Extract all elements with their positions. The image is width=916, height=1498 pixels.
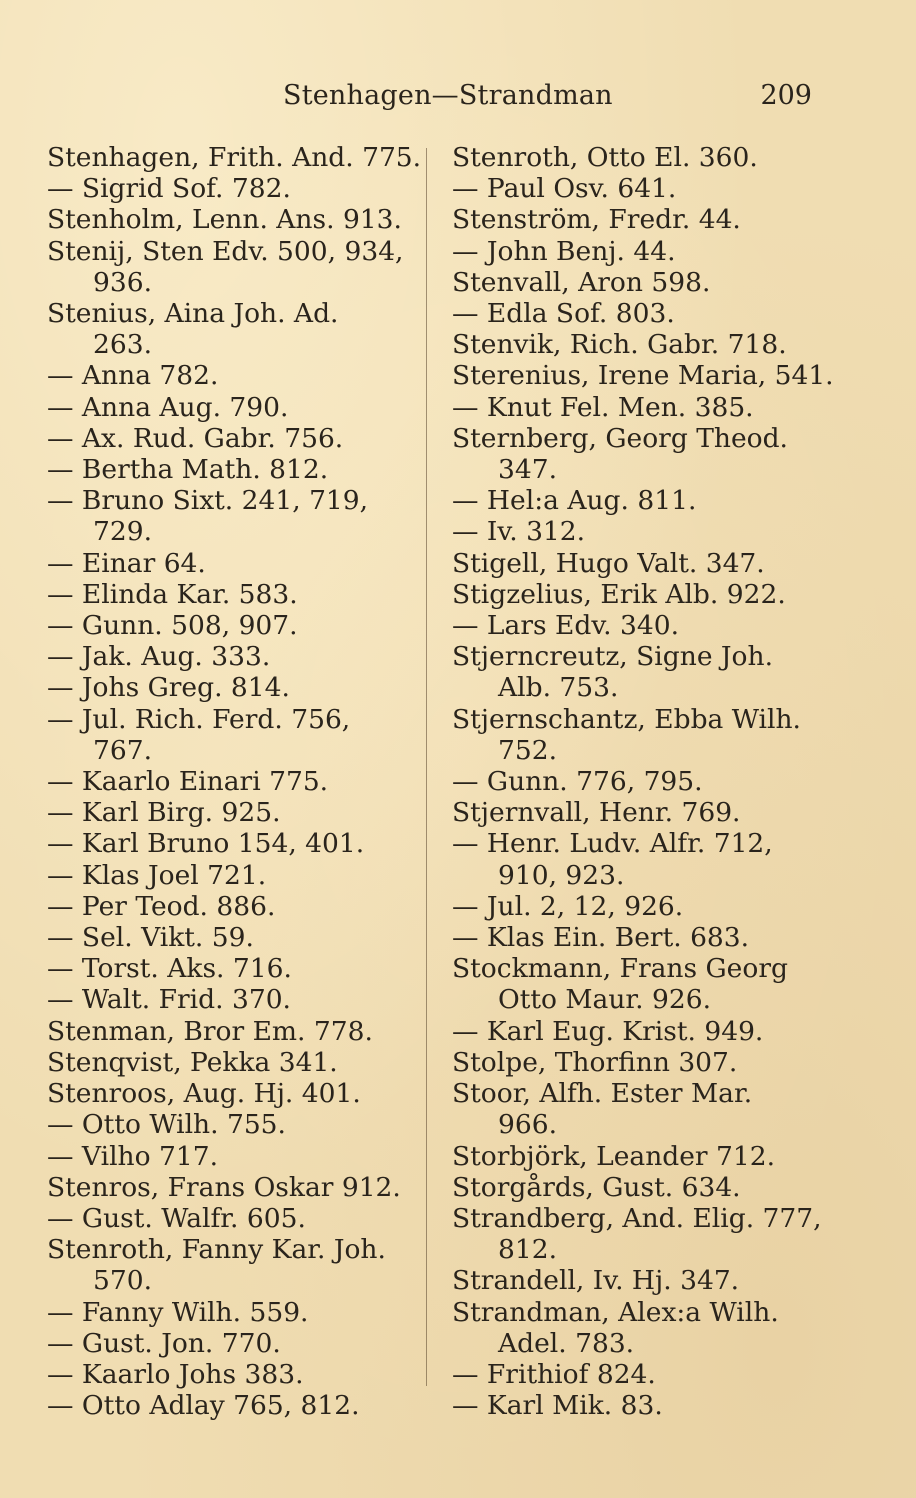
index-entry [452, 1016, 814, 1047]
index-entry [452, 267, 814, 298]
index-entry [47, 1109, 405, 1140]
index-entry-line: — Gust. Walfr. 605. [47, 1202, 306, 1234]
index-entry [47, 922, 405, 953]
running-header [0, 80, 916, 120]
index-entry [47, 485, 405, 547]
index-entry-line: — Frithiof 824. [452, 1358, 656, 1390]
index-entry-line: Stjernschantz, Ebba Wilh. [452, 703, 801, 735]
index-entry-line: Stjernvall, Henr. 769. [452, 797, 741, 829]
index-entry [47, 1234, 405, 1296]
index-entry [452, 548, 814, 579]
index-entry [452, 423, 814, 485]
index-entry [452, 1359, 814, 1390]
index-entry-line: — Ax. Rud. Gabr. 756. [47, 422, 344, 454]
index-entry-line: Stjerncreutz, Signe Joh. [452, 641, 773, 673]
index-entry [47, 953, 405, 984]
index-entry-line: Sterenius, Irene Maria, 541. [452, 360, 834, 392]
index-entry-line: — Sigrid Sof. 782. [47, 173, 291, 205]
right-column [452, 142, 834, 1422]
index-entry-line: — Lars Edv. 340. [452, 610, 679, 642]
index-entry-line: — Karl Eug. Krist. 949. [452, 1015, 764, 1047]
index-entry-line: — Klas Ein. Bert. 683. [452, 922, 750, 954]
index-entry [452, 329, 814, 360]
index-entry-line: Stenij, Sten Edv. 500, 934, [47, 235, 404, 267]
index-entry [47, 142, 422, 173]
index-entry [47, 1016, 405, 1047]
index-entry-line: — Anna 782. [47, 360, 219, 392]
index-entry [452, 1390, 814, 1421]
index-entry-line: Stenhagen, Frith. And. 775. [47, 142, 422, 173]
index-entry [47, 704, 405, 766]
index-entry [47, 1141, 405, 1172]
index-entry-line: — Kaarlo Johs 383. [47, 1358, 304, 1390]
index-entry-line: — Torst. Aks. 716. [47, 953, 292, 985]
index-entry-line: — Sel. Vikt. 59. [47, 922, 254, 954]
index-entry-line: — Iv. 312. [452, 516, 586, 548]
index-entry-line: Strandell, Iv. Hj. 347. [452, 1265, 740, 1297]
index-entry-line: Stigzelius, Erik Alb. 922. [452, 578, 786, 610]
index-entry [47, 360, 405, 391]
index-entry [47, 579, 405, 610]
index-entry-line: — Karl Birg. 925. [47, 797, 281, 829]
index-entry-line: Strandman, Alex:a Wilh. [452, 1296, 779, 1328]
index-entry-line: — Vilho 717. [47, 1140, 218, 1172]
index-entry [47, 204, 405, 235]
index-entry-line: Storgårds, Gust. 634. [452, 1171, 741, 1203]
index-entry-line: — Elinda Kar. 583. [47, 578, 298, 610]
index-entry [452, 516, 814, 547]
index-entry-line: Stenroth, Fanny Kar. Joh. [47, 1234, 386, 1266]
index-entry [47, 236, 405, 298]
index-entry-continuation: 752. [498, 734, 558, 766]
index-entry [47, 1078, 405, 1109]
index-entry-line: Sternberg, Georg Theod. [452, 422, 788, 454]
index-entry-line: Stenholm, Lenn. Ans. 913. [47, 204, 402, 236]
index-entry [47, 454, 405, 485]
index-entry [452, 579, 814, 610]
index-entry [47, 672, 405, 703]
index-entry-continuation: 570. [93, 1265, 153, 1297]
index-entry [47, 891, 405, 922]
index-entry [47, 1172, 405, 1203]
index-entry [452, 360, 834, 392]
index-entry-line: Stolpe, Thorfinn 307. [452, 1046, 738, 1078]
index-entry-line: — Johs Greg. 814. [47, 672, 290, 704]
index-entry-line: — Henr. Ludv. Alfr. 712, [452, 828, 773, 860]
index-entry [47, 828, 405, 859]
index-entry-line: — Karl Mik. 83. [452, 1390, 663, 1422]
index-entry [452, 922, 814, 953]
index-entry [452, 610, 814, 641]
index-entry [47, 298, 405, 360]
index-entry [47, 766, 405, 797]
index-entry-continuation: 729. [93, 516, 153, 548]
index-entry [47, 1203, 405, 1234]
index-entry-line: — Hel:a Aug. 811. [452, 485, 697, 517]
index-entry [452, 1141, 814, 1172]
index-entry [47, 1328, 405, 1359]
index-entry-line: — Bertha Math. 812. [47, 454, 329, 486]
index-entry-line: — Bruno Sixt. 241, 719, [47, 485, 369, 517]
index-entry [452, 797, 814, 828]
index-entry [452, 641, 814, 703]
index-entry-line: — Otto Adlay 765, 812. [47, 1390, 360, 1422]
index-entry [47, 1297, 405, 1328]
index-entry [452, 392, 814, 423]
index-entry [47, 1390, 405, 1421]
index-entry-line: Storbjörk, Leander 712. [452, 1140, 776, 1172]
index-entry-line: Strandberg, And. Elig. 777, [452, 1202, 822, 1234]
index-entry-line: — Fanny Wilh. 559. [47, 1296, 309, 1328]
index-entry-line: — Klas Joel 721. [47, 859, 267, 891]
index-entry [452, 891, 814, 922]
index-entry [452, 1297, 814, 1359]
index-entry-continuation: Otto Maur. 926. [498, 984, 712, 1016]
index-entry-line: Stenström, Fredr. 44. [452, 204, 741, 236]
index-entry-continuation: 936. [93, 266, 153, 298]
index-entry-line: Stigell, Hugo Valt. 347. [452, 547, 765, 579]
index-entry [452, 298, 814, 329]
index-entry [452, 142, 814, 173]
index-entry-line: — John Benj. 44. [452, 235, 676, 267]
index-entry [452, 1265, 814, 1296]
index-entry-line: — Kaarlo Einari 775. [47, 766, 329, 798]
index-entry-line: — Jak. Aug. 333. [47, 641, 271, 673]
index-entry-line: Stenroos, Aug. Hj. 401. [47, 1078, 361, 1110]
index-entry-line: — Per Teod. 886. [47, 890, 276, 922]
index-entry-line: — Gust. Jon. 770. [47, 1327, 281, 1359]
index-entry-line: Stenqvist, Pekka 341. [47, 1046, 338, 1078]
index-entry [452, 953, 814, 1015]
index-entry-continuation: Adel. 783. [498, 1327, 635, 1359]
index-entry-line: Stenman, Bror Em. 778. [47, 1015, 373, 1047]
index-entry [47, 173, 405, 204]
index-entry-line: — Gunn. 776, 795. [452, 766, 703, 798]
index-entry-line: Stenroth, Otto El. 360. [452, 142, 758, 173]
index-entry-line: — Karl Bruno 154, 401. [47, 828, 365, 860]
index-entry [47, 610, 405, 641]
index-entry-continuation: 812. [498, 1234, 558, 1266]
index-entry-line: — Jul. Rich. Ferd. 756, [47, 703, 351, 735]
index-entry-line: — Otto Wilh. 755. [47, 1109, 286, 1141]
index-entry-line: — Knut Fel. Men. 385. [452, 391, 754, 423]
index-entry [452, 828, 814, 890]
index-entry-line: Stenvik, Rich. Gabr. 718. [452, 329, 787, 361]
index-entry [47, 392, 405, 423]
index-entry [452, 1078, 814, 1140]
index-entry-continuation: 767. [93, 734, 153, 766]
index-entry [47, 860, 405, 891]
index-entry [47, 548, 405, 579]
column-divider [426, 148, 427, 1386]
index-entry [452, 1202, 822, 1266]
index-entry-continuation: 966. [498, 1109, 558, 1141]
index-entry-line: Stenius, Aina Joh. Ad. [47, 298, 339, 330]
index-entry [452, 1047, 814, 1078]
index-entry-continuation: 910, 923. [498, 859, 625, 891]
index-entry [47, 1047, 405, 1078]
index-entry-line: — Jul. 2, 12, 926. [452, 890, 684, 922]
header-title: Stenhagen—Strandman [283, 80, 613, 111]
index-entry [452, 485, 814, 516]
index-entry-line: — Einar 64. [47, 547, 206, 579]
index-entry-line: Stenros, Frans Oskar 912. [47, 1171, 401, 1203]
index-entry-line: — Anna Aug. 790. [47, 391, 289, 423]
index-entry-line: Stenvall, Aron 598. [452, 266, 711, 298]
index-entry [452, 704, 814, 766]
index-entry-continuation: 263. [93, 329, 153, 361]
index-entry [452, 236, 814, 267]
page-number: 209 [760, 80, 812, 111]
index-entry [47, 797, 405, 828]
index-entry-line: — Walt. Frid. 370. [47, 984, 291, 1016]
index-entry-line: — Paul Osv. 641. [452, 173, 677, 205]
index-entry [452, 173, 814, 204]
index-entry [47, 1359, 405, 1390]
index-entry-line: Stockmann, Frans Georg [452, 953, 788, 985]
index-entry [452, 766, 814, 797]
index-entry [452, 204, 814, 235]
index-entry [452, 1172, 814, 1203]
index-entry [47, 423, 405, 454]
index-entry-continuation: 347. [498, 454, 558, 486]
index-entry-line: Stoor, Alfh. Ester Mar. [452, 1078, 753, 1110]
index-entry [47, 641, 405, 672]
index-entry-line: — Gunn. 508, 907. [47, 610, 298, 642]
index-entry-line: — Edla Sof. 803. [452, 298, 675, 330]
index-entry-continuation: Alb. 753. [498, 672, 619, 704]
left-column [47, 142, 422, 1422]
index-entry [47, 984, 405, 1015]
